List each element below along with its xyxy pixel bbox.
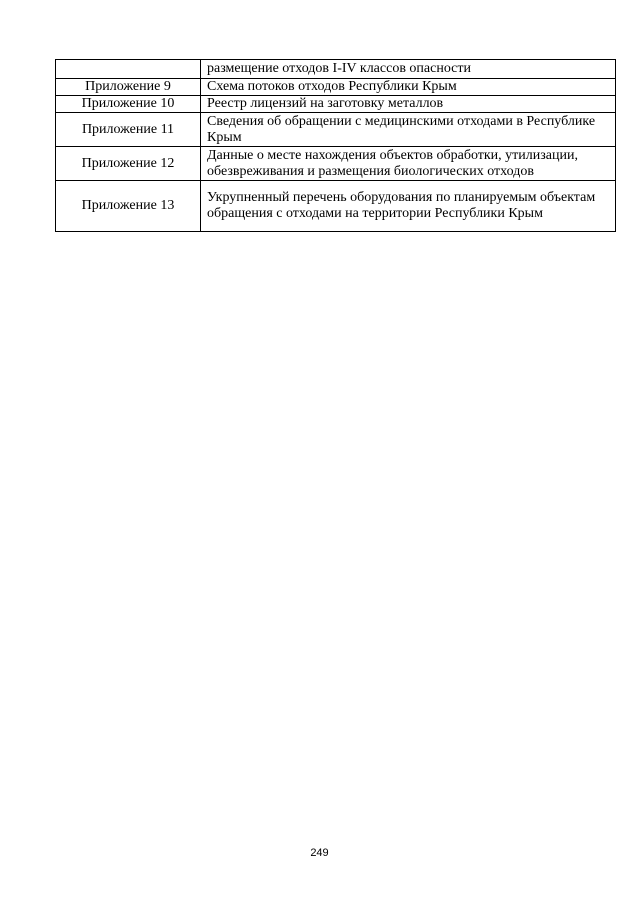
- description-cell: Укрупненный перечень оборудования по планируемым объектам обращения с отходами на территории Республики Крым: [201, 181, 616, 232]
- description-cell: Реестр лицензий на заготовку металлов: [201, 96, 616, 113]
- appendix-cell: Приложение 12: [56, 147, 201, 181]
- description-cell: Данные о месте нахождения объектов обработки, утилизации, обезвреживания и размещения биологических отходов: [201, 147, 616, 181]
- description-cell: Сведения об обращении с медицинскими отходами в Республике Крым: [201, 113, 616, 147]
- appendix-table: [55, 59, 616, 232]
- description-cell: Схема потоков отходов Республики Крым: [201, 79, 616, 96]
- appendix-cell: Приложение 10: [56, 96, 201, 113]
- table-row: [56, 147, 616, 181]
- table-row: [56, 181, 616, 232]
- table-row: [56, 60, 616, 79]
- appendix-cell: [56, 60, 201, 79]
- table-row: [56, 79, 616, 96]
- table-row: [56, 113, 616, 147]
- appendix-cell: Приложение 11: [56, 113, 201, 147]
- table-row: [56, 96, 616, 113]
- appendix-cell: Приложение 9: [56, 79, 201, 96]
- appendix-cell: Приложение 13: [56, 181, 201, 232]
- description-cell: размещение отходов I-IV классов опасности: [201, 60, 616, 79]
- page-number: 249: [310, 847, 329, 859]
